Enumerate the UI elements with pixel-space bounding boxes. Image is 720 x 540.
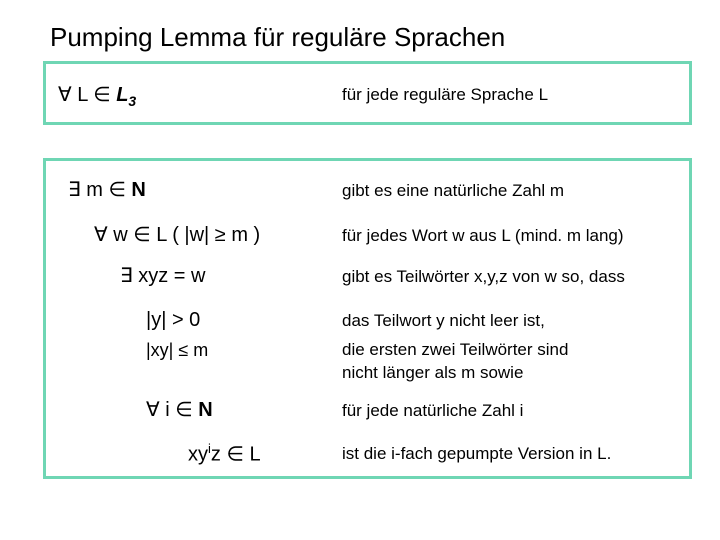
description-subwords: gibt es Teilwörter x,y,z von w so, dass <box>342 267 625 286</box>
description-every-word: für jedes Wort w aus L (mind. m lang) <box>342 226 624 245</box>
element-of-symbol: ∈ <box>133 224 151 246</box>
language-variable: L <box>249 443 261 466</box>
element-of-symbol: ∈ <box>108 179 126 201</box>
variable-m: m <box>86 179 103 201</box>
description-natural-number-m: gibt es eine natürliche Zahl m <box>342 181 565 200</box>
forall-symbol: ∀ <box>94 224 108 246</box>
variable-i: i <box>165 399 170 421</box>
description-first-two-subwords <box>342 338 568 384</box>
formula-exists-m <box>68 180 146 200</box>
pump-exponent: i <box>208 441 211 456</box>
forall-symbol: ∀ <box>146 399 160 421</box>
decomposition-equation: xyz = w <box>138 265 206 287</box>
description-y-not-empty: das Teilwort y nicht leer ist, <box>342 311 545 330</box>
slide-title: Pumping Lemma für reguläre Sprachen <box>50 22 506 52</box>
class-subscript: 3 <box>128 93 137 109</box>
formula-y-nonempty: |y| > 0 <box>146 309 201 331</box>
natural-numbers-set: N <box>198 399 213 421</box>
description-regular-language: für jede reguläre Sprache L <box>342 85 549 104</box>
forall-symbol: ∀ <box>58 84 72 106</box>
description-pumped-version: ist die i-fach gepumpte Version in L. <box>342 444 612 463</box>
language-variable: L <box>77 84 88 106</box>
natural-numbers-set: N <box>131 179 146 201</box>
formula-xy-length: |xy| ≤ m <box>146 340 209 360</box>
element-of-symbol: ∈ <box>175 399 193 421</box>
pumped-rest: z <box>210 443 221 466</box>
language-variable: L <box>156 224 167 246</box>
class-letter: L <box>116 84 129 106</box>
element-of-symbol: ∈ <box>226 443 244 466</box>
description-line-2: nicht länger als m sowie <box>342 363 524 382</box>
exists-symbol: ∃ <box>68 179 81 201</box>
element-of-symbol: ∈ <box>93 84 111 106</box>
formula-pumped-word <box>188 442 261 465</box>
description-line-1: die ersten zwei Teilwörter sind <box>342 340 569 359</box>
regular-language-class <box>116 84 137 109</box>
exists-symbol: ∃ <box>120 265 133 287</box>
length-condition: ( |w| ≥ m ) <box>172 224 261 246</box>
formula-exists-xyz <box>120 266 205 286</box>
formula-forall-w <box>94 225 260 245</box>
variable-w: w <box>113 224 128 246</box>
formula-forall-i <box>146 400 213 420</box>
formula-forall-language <box>58 85 136 108</box>
description-every-natural-i: für jede natürliche Zahl i <box>342 401 524 420</box>
pumped-base: xy <box>188 443 208 466</box>
